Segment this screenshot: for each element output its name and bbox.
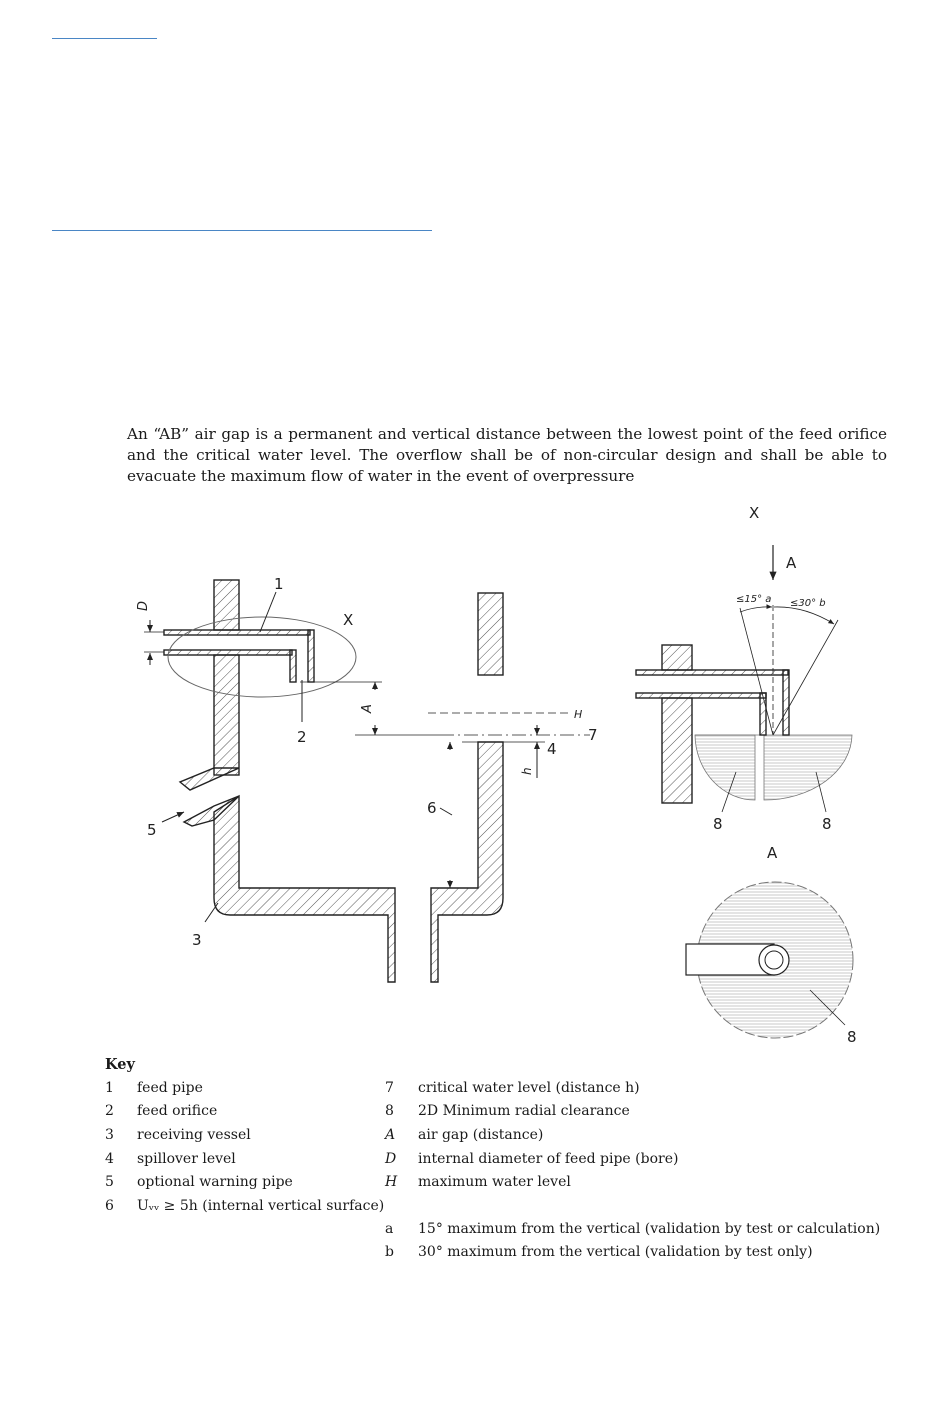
label-x-view: X	[749, 504, 760, 522]
key-num: H	[385, 1174, 398, 1190]
label-8c: 8	[847, 1028, 857, 1046]
key-num: 8	[385, 1103, 394, 1119]
label-6: 6	[427, 799, 437, 817]
label-H: H	[574, 708, 583, 721]
key-num: 6	[105, 1198, 114, 1214]
label-30deg: ≤30° b	[790, 598, 826, 609]
key-text: 2D Minimum radial clearance	[418, 1103, 630, 1119]
label-2: 2	[297, 728, 307, 746]
label-7: 7	[588, 726, 598, 744]
key-text: feed orifice	[137, 1103, 218, 1119]
feed-pipe-bottom	[164, 650, 292, 655]
key-text: feed pipe	[137, 1080, 203, 1096]
feed-pipe-top	[164, 630, 310, 635]
label-4: 4	[547, 740, 557, 758]
key-num: a	[385, 1221, 394, 1237]
wall-lower	[214, 655, 239, 775]
intro-paragraph: An “AB” air gap is a permanent and vertical distance between the lowest point of the feed orifice and the critical water level. The overflow shall be of non-circular design and shall be able to evacuate the maximum flow of water in the event of overpressure	[127, 425, 887, 485]
label-8b: 8	[822, 815, 832, 833]
label-8a: 8	[713, 815, 723, 833]
key-num: A	[385, 1127, 396, 1143]
key-num: 4	[105, 1151, 114, 1167]
label-A-view: A	[767, 844, 778, 862]
key-num: 2	[105, 1103, 114, 1119]
view-a-drawing	[686, 882, 853, 1038]
key-title: Key	[105, 1056, 135, 1073]
label-1: 1	[274, 575, 284, 593]
key-text: internal diameter of feed pipe (bore)	[418, 1151, 679, 1167]
key-text: 15° maximum from the vertical (validation by test or calculation)	[418, 1221, 881, 1237]
label-h: h	[520, 767, 534, 775]
label-15deg: ≤15° a	[736, 594, 772, 605]
header-rule-long	[52, 230, 432, 231]
key-text: air gap (distance)	[418, 1127, 544, 1143]
key-num: b	[385, 1244, 394, 1260]
key-text: optional warning pipe	[137, 1174, 293, 1190]
key-text: maximum water level	[418, 1174, 571, 1190]
key-num: 3	[105, 1127, 114, 1143]
key-text: Uᵥᵥ ≥ 5h (internal vertical surface)	[137, 1198, 385, 1214]
key-num: D	[385, 1151, 397, 1167]
detail-x-drawing	[636, 545, 852, 812]
key-num: 5	[105, 1174, 114, 1190]
key-text: receiving vessel	[137, 1127, 251, 1143]
header-rule-short	[52, 38, 157, 39]
key-text: spillover level	[137, 1151, 236, 1167]
key-text: critical water level (distance h)	[418, 1080, 640, 1096]
air-gap-figure	[0, 495, 950, 1050]
key-text: 30° maximum from the vertical (validation by test only)	[418, 1244, 813, 1260]
key-num: 1	[105, 1080, 114, 1096]
label-A-arrow: A	[786, 554, 797, 572]
wall-upper	[214, 580, 239, 630]
left-drawing	[144, 580, 590, 982]
label-x-detail: X	[343, 611, 354, 629]
label-A-dim: A	[360, 704, 375, 713]
label-5: 5	[147, 821, 157, 839]
key-num: 7	[385, 1080, 394, 1096]
label-3: 3	[192, 931, 202, 949]
label-D: D	[136, 600, 151, 611]
